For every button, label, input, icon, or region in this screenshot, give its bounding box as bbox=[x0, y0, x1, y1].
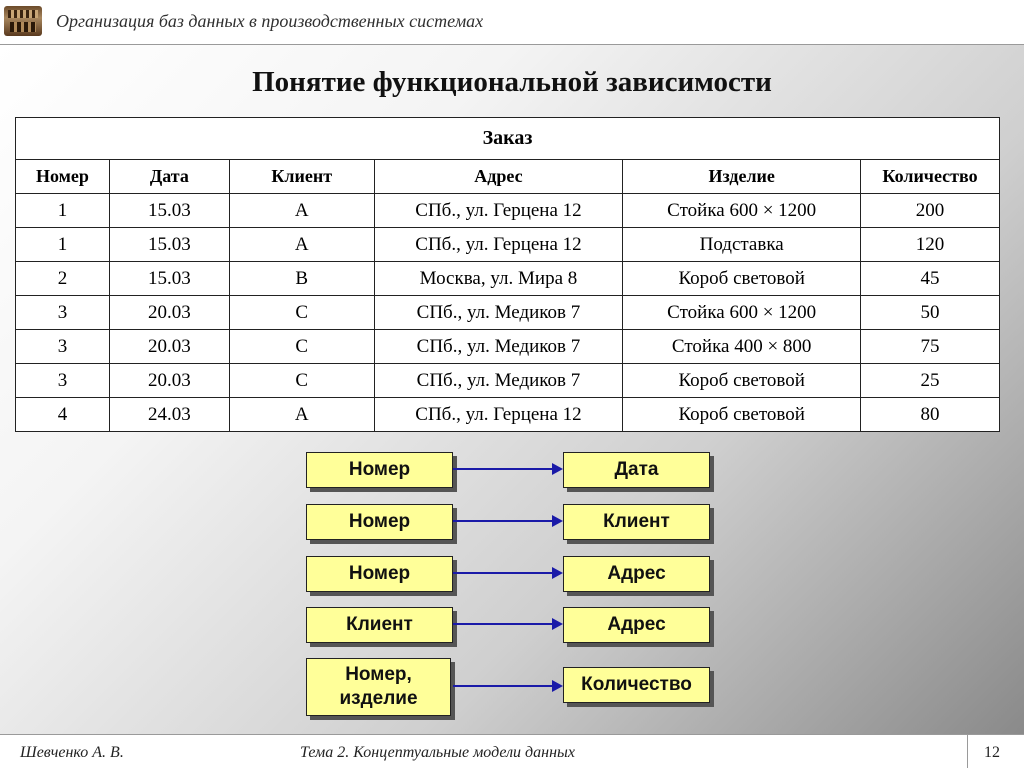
dependency-determinant: Клиент bbox=[306, 607, 453, 643]
table-cell: A bbox=[229, 228, 374, 262]
dependency-determinant: Номер, изделие bbox=[306, 658, 451, 716]
table-cell: 120 bbox=[861, 228, 1000, 262]
table-cell: СПб., ул. Герцена 12 bbox=[374, 228, 623, 262]
table-cell: 200 bbox=[861, 194, 1000, 228]
header-bar bbox=[0, 0, 1024, 45]
dependency-arrow bbox=[453, 468, 561, 470]
table-row bbox=[16, 364, 1000, 398]
table-cell: 80 bbox=[861, 398, 1000, 432]
table-cell: 20.03 bbox=[109, 364, 229, 398]
table-cell: 15.03 bbox=[109, 228, 229, 262]
dependency-dependent: Клиент bbox=[563, 504, 710, 540]
dependency-dependent: Адрес bbox=[563, 607, 710, 643]
table-cell: СПб., ул. Герцена 12 bbox=[374, 194, 623, 228]
table-cell: 3 bbox=[16, 364, 110, 398]
table-caption: Заказ bbox=[16, 118, 1000, 160]
table-cell: 45 bbox=[861, 262, 1000, 296]
table-cell: 1 bbox=[16, 194, 110, 228]
table-cell: 25 bbox=[861, 364, 1000, 398]
dependency-arrow bbox=[453, 623, 561, 625]
table-cell: C bbox=[229, 364, 374, 398]
table-cell: 15.03 bbox=[109, 262, 229, 296]
slide-title: Понятие функциональной зависимости bbox=[252, 66, 772, 98]
table-cell: 15.03 bbox=[109, 194, 229, 228]
table-cell: A bbox=[229, 194, 374, 228]
footer-author: Шевченко А. В. bbox=[20, 744, 124, 761]
table-cell: СПб., ул. Медиков 7 bbox=[374, 296, 623, 330]
table-cell: 75 bbox=[861, 330, 1000, 364]
table-cell: 20.03 bbox=[109, 330, 229, 364]
table-cell: 24.03 bbox=[109, 398, 229, 432]
footer-bar bbox=[0, 734, 1024, 768]
table-cell: C bbox=[229, 330, 374, 364]
table-cell: 20.03 bbox=[109, 296, 229, 330]
table-cell: Москва, ул. Мира 8 bbox=[374, 262, 623, 296]
table-row bbox=[16, 330, 1000, 364]
table-cell: СПб., ул. Медиков 7 bbox=[374, 364, 623, 398]
column-header: Адрес bbox=[374, 160, 623, 194]
page-number: 12 bbox=[984, 744, 1000, 761]
table-cell: Стойка 600 × 1200 bbox=[623, 194, 861, 228]
table-cell: Короб световой bbox=[623, 262, 861, 296]
column-header: Изделие bbox=[623, 160, 861, 194]
table-cell: 3 bbox=[16, 330, 110, 364]
footer-divider bbox=[967, 735, 968, 768]
table-cell: СПб., ул. Герцена 12 bbox=[374, 398, 623, 432]
column-header: Количество bbox=[861, 160, 1000, 194]
dependency-arrow bbox=[453, 685, 561, 687]
dependency-arrow bbox=[453, 572, 561, 574]
university-logo-icon bbox=[4, 6, 42, 36]
table-cell: 4 bbox=[16, 398, 110, 432]
dependency-arrow bbox=[453, 520, 561, 522]
table-cell: 2 bbox=[16, 262, 110, 296]
table-cell: Стойка 600 × 1200 bbox=[623, 296, 861, 330]
dependency-determinant: Номер bbox=[306, 556, 453, 592]
table-header-row bbox=[16, 160, 1000, 194]
table-row bbox=[16, 194, 1000, 228]
dependency-dependent: Адрес bbox=[563, 556, 710, 592]
table-cell: Стойка 400 × 800 bbox=[623, 330, 861, 364]
table-cell: A bbox=[229, 398, 374, 432]
column-header: Дата bbox=[109, 160, 229, 194]
table-row bbox=[16, 228, 1000, 262]
column-header: Клиент bbox=[229, 160, 374, 194]
table-cell: 3 bbox=[16, 296, 110, 330]
dependency-determinant: Номер bbox=[306, 452, 453, 488]
table-cell: Короб световой bbox=[623, 364, 861, 398]
orders-table bbox=[15, 117, 1000, 432]
table-cell: СПб., ул. Медиков 7 bbox=[374, 330, 623, 364]
table-cell: Подставка bbox=[623, 228, 861, 262]
table-row bbox=[16, 262, 1000, 296]
table-row bbox=[16, 296, 1000, 330]
table-cell: 1 bbox=[16, 228, 110, 262]
table-row bbox=[16, 398, 1000, 432]
table-cell: C bbox=[229, 296, 374, 330]
table-cell: 50 bbox=[861, 296, 1000, 330]
course-title: Организация баз данных в производственных системах bbox=[56, 11, 484, 31]
column-header: Номер bbox=[16, 160, 110, 194]
dependency-determinant: Номер bbox=[306, 504, 453, 540]
table-cell: B bbox=[229, 262, 374, 296]
dependency-dependent: Дата bbox=[563, 452, 710, 488]
dependency-dependent: Количество bbox=[563, 667, 710, 703]
table-cell: Короб световой bbox=[623, 398, 861, 432]
footer-topic: Тема 2. Концептуальные модели данных bbox=[300, 744, 575, 761]
